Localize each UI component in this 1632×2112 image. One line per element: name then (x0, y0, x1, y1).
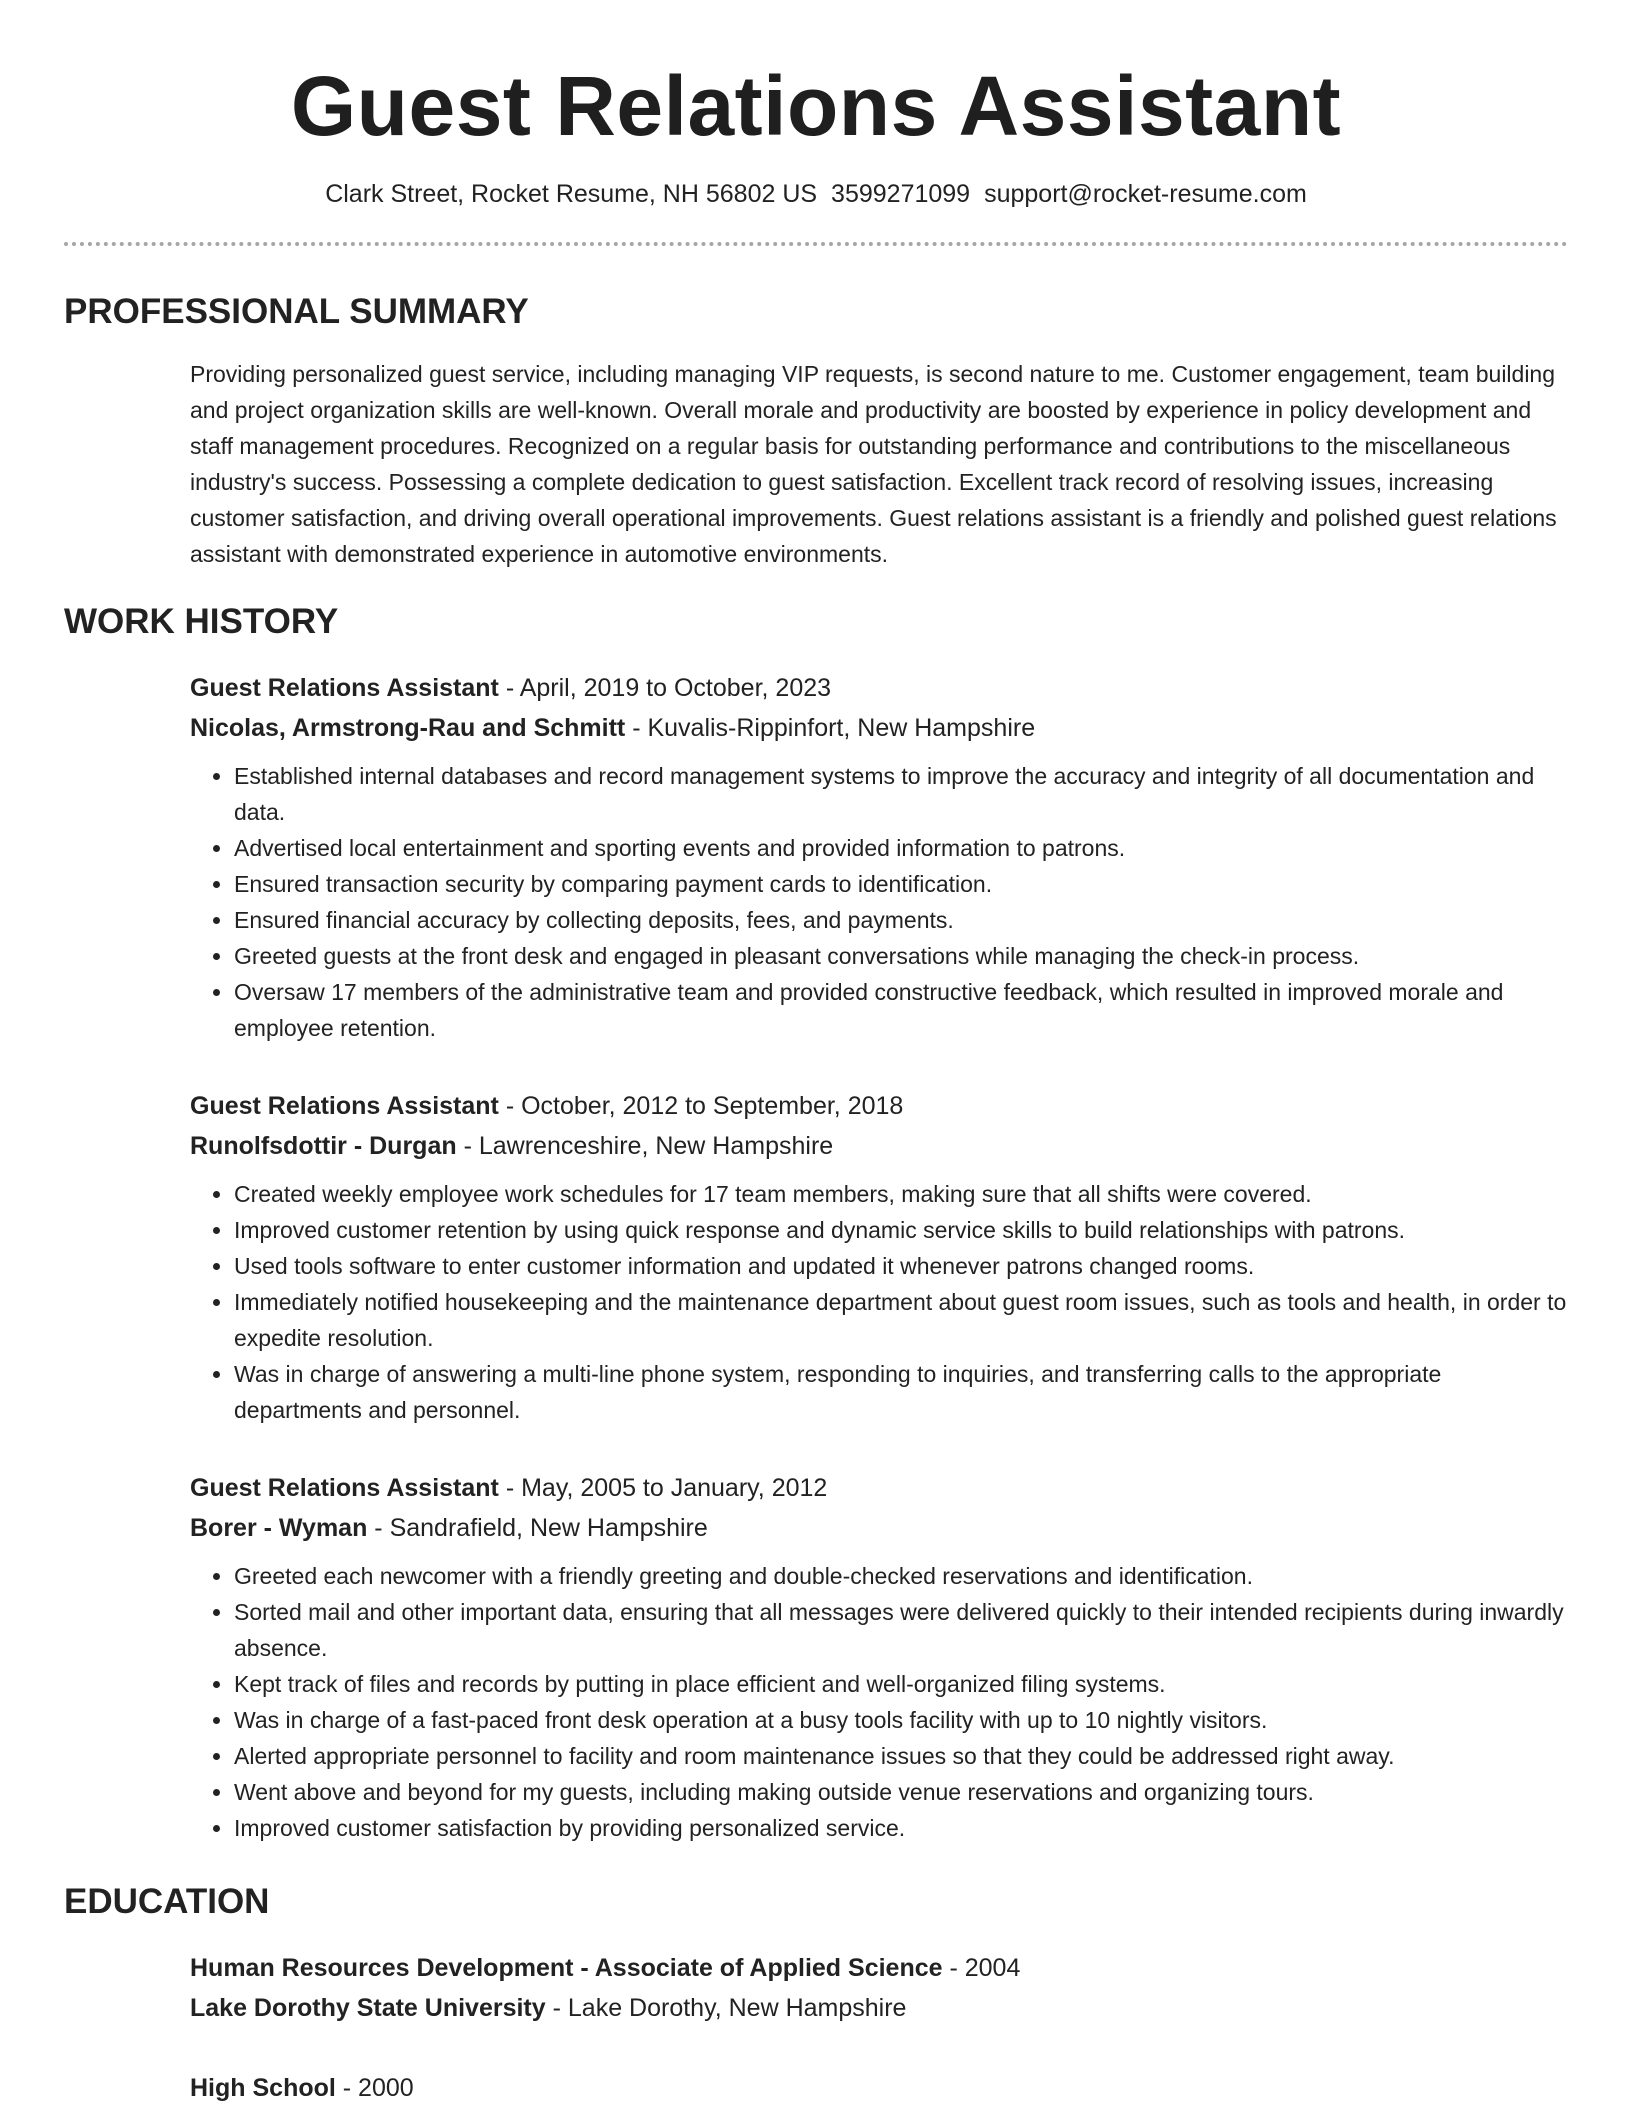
summary-section (64, 290, 1568, 572)
job-bullet: • Ensured transaction security by comparing payment cards to identification. (234, 866, 1568, 902)
job-bullet: • Went above and beyond for my guests, including making outside venue reservations and organizing tours. (234, 1774, 1568, 1810)
education-year: - 2004 (942, 1954, 1021, 1982)
summary-heading: PROFESSIONAL SUMMARY (64, 292, 529, 331)
job-bullet: • Created weekly employee work schedules for 17 team members, making sure that all shifts were covered. (234, 1176, 1568, 1212)
job-bullet: • Ensured financial accuracy by collecting deposits, fees, and payments. (234, 902, 1568, 938)
resume-header (64, 58, 1568, 246)
education-entry (190, 1948, 1568, 2028)
job-entry (190, 1086, 1568, 1428)
job-bullet: • Improved customer satisfaction by providing personalized service. (234, 1810, 1568, 1846)
contact-line (64, 178, 1568, 210)
summary-text: Providing personalized guest service, including managing VIP requests, is second nature to me. Customer engagement, team building and project organization skills are well-known. Overall morale and productivity are boosted by experience in policy development and staff management procedures. Recognized on a regular basis for outstanding performance and contributions to the miscellaneous industry's success. Possessing a complete dedication to guest satisfaction. Excellent track record of resolving issues, increasing customer satisfaction, and driving overall operational improvements. Guest relations assistant is a friendly and polished guest relations assistant with demonstrated experience in automotive environments. (190, 361, 1557, 567)
job-entry (190, 668, 1568, 1046)
job-role: Guest Relations Assistant (190, 1474, 499, 1502)
job-dates: - May, 2005 to January, 2012 (498, 1474, 828, 1502)
job-company: Borer - Wyman (190, 1514, 368, 1542)
job-bullets (190, 1176, 1568, 1428)
job-company: Runolfsdottir - Durgan (190, 1132, 457, 1160)
job-bullets (190, 758, 1568, 1046)
job-title-line (190, 1468, 1568, 1508)
job-company-line (190, 1508, 1568, 1548)
job-bullet: • Greeted guests at the front desk and engaged in pleasant conversations while managing the check-in process. (234, 938, 1568, 974)
work-history-heading: WORK HISTORY (64, 602, 339, 641)
job-title-line (190, 668, 1568, 708)
education-list (190, 1948, 1568, 2108)
job-bullet: • Advertised local entertainment and sporting events and provided information to patrons. (234, 830, 1568, 866)
job-company: Nicolas, Armstrong-Rau and Schmitt (190, 714, 626, 742)
resume-page (64, 0, 1568, 2108)
education-school: Lake Dorothy State University (190, 1994, 546, 2022)
job-company-line (190, 708, 1568, 748)
job-title-line (190, 1086, 1568, 1126)
header-divider (64, 242, 1568, 246)
job-bullet: • Used tools software to enter customer information and updated it whenever patrons changed rooms. (234, 1248, 1568, 1284)
education-entry (190, 2068, 1568, 2108)
education-degree-line (190, 2068, 1568, 2108)
candidate-name: Guest Relations Assistant (290, 59, 1342, 153)
job-bullet: • Was in charge of a fast-paced front desk operation at a busy tools facility with up to 10 nightly visitors. (234, 1702, 1568, 1738)
education-heading: EDUCATION (64, 1882, 270, 1921)
education-section (64, 1880, 1568, 2108)
education-degree-line (190, 1948, 1568, 1988)
work-history-section (64, 600, 1568, 1846)
job-bullet: • Sorted mail and other important data, ensuring that all messages were delivered quickly to their intended recipients during inwardly absence. (234, 1594, 1568, 1666)
education-degree: Human Resources Development - Associate of Applied Science (190, 1954, 943, 1982)
contact-email: support@rocket-resume.com (984, 180, 1307, 208)
job-bullet: • Alerted appropriate personnel to facility and room maintenance issues so that they could be addressed right away. (234, 1738, 1568, 1774)
job-bullet: • Was in charge of answering a multi-line phone system, responding to inquiries, and transferring calls to the appropriate departments and personnel. (234, 1356, 1568, 1428)
job-company-line (190, 1126, 1568, 1166)
job-bullet: • Improved customer retention by using quick response and dynamic service skills to build relationships with patrons. (234, 1212, 1568, 1248)
education-degree: High School (190, 2074, 336, 2102)
contact-address: Clark Street, Rocket Resume, NH 56802 US (325, 180, 818, 208)
job-bullet: • Greeted each newcomer with a friendly greeting and double-checked reservations and identification. (234, 1558, 1568, 1594)
job-role: Guest Relations Assistant (190, 1092, 499, 1120)
contact-phone: 3599271099 (831, 180, 971, 208)
job-bullet: • Immediately notified housekeeping and the maintenance department about guest room issues, such as tools and health, in order to expedite resolution. (234, 1284, 1568, 1356)
job-bullets (190, 1558, 1568, 1846)
job-location: - Kuvalis-Rippinfort, New Hampshire (625, 714, 1036, 742)
job-list (190, 668, 1568, 1846)
job-location: - Lawrenceshire, New Hampshire (456, 1132, 834, 1160)
job-dates: - April, 2019 to October, 2023 (498, 674, 832, 702)
job-entry (190, 1468, 1568, 1846)
job-bullet: • Established internal databases and record management systems to improve the accuracy and integrity of all documentation and data. (234, 758, 1568, 830)
job-bullet: • Kept track of files and records by putting in place efficient and well-organized filing systems. (234, 1666, 1568, 1702)
education-year: - 2000 (335, 2074, 414, 2102)
education-school-line (190, 1988, 1568, 2028)
job-role: Guest Relations Assistant (190, 674, 499, 702)
job-dates: - October, 2012 to September, 2018 (498, 1092, 904, 1120)
job-location: - Sandrafield, New Hampshire (367, 1514, 708, 1542)
job-bullet: • Oversaw 17 members of the administrative team and provided constructive feedback, which resulted in improved morale and employee retention. (234, 974, 1568, 1046)
education-location: - Lake Dorothy, New Hampshire (545, 1994, 907, 2022)
